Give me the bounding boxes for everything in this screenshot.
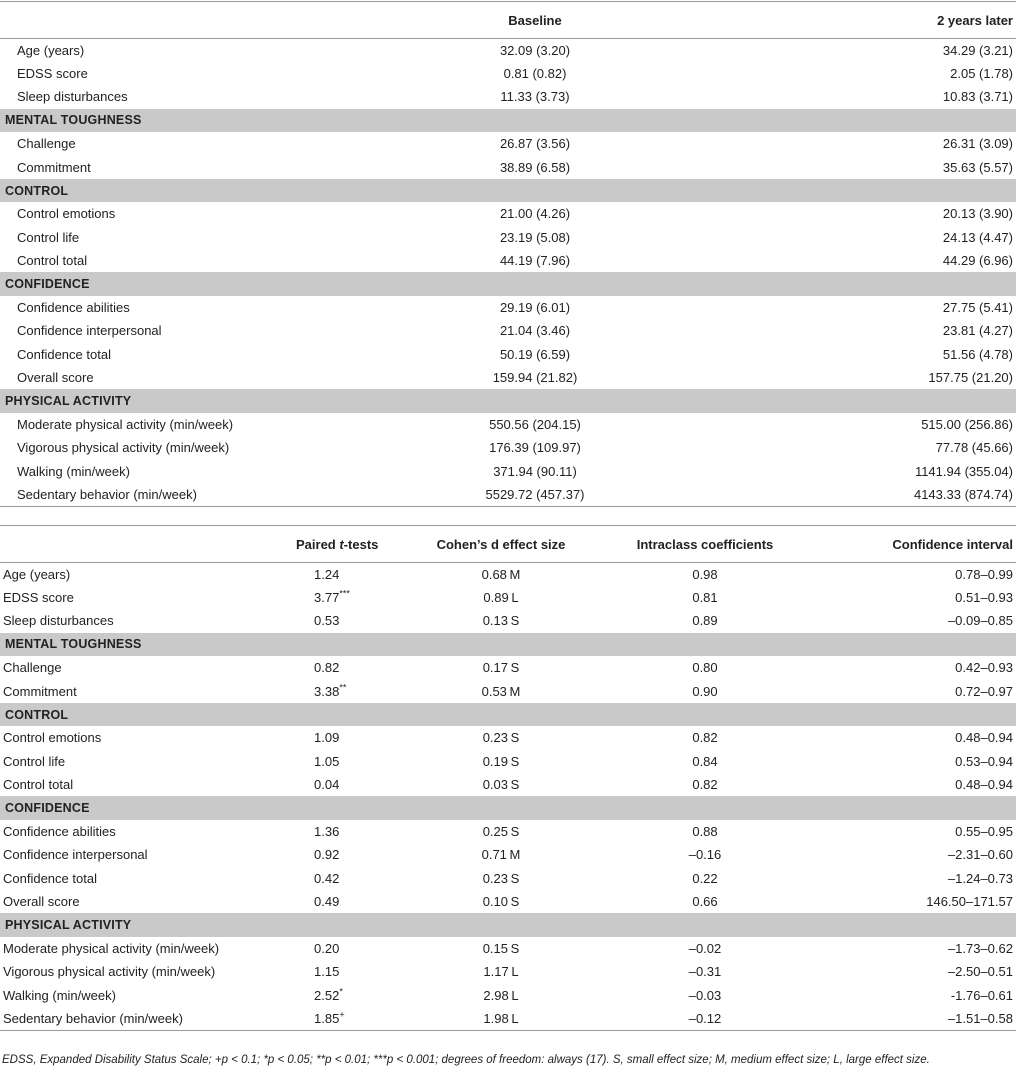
table2-header-label xyxy=(0,526,262,563)
effect-size-class: S xyxy=(510,870,520,886)
effect-size-number: 2.98 xyxy=(483,987,509,1003)
table-row xyxy=(0,249,1016,272)
table-row xyxy=(0,937,1016,960)
effect-size-class: S xyxy=(510,823,520,839)
table1-header-baseline: Baseline xyxy=(508,12,562,28)
cohens-d-value xyxy=(402,609,600,632)
icc-value: 0.81 xyxy=(692,590,718,606)
section-title: CONFIDENCE xyxy=(0,272,1016,295)
t-value xyxy=(262,960,402,983)
t-value xyxy=(262,750,402,773)
row-label: Challenge xyxy=(17,136,76,152)
row-label: Control emotions xyxy=(3,730,102,746)
row-label: Confidence interpersonal xyxy=(3,847,148,863)
effect-size-number: 0.10 xyxy=(482,894,509,910)
t-statistic: 1.05 xyxy=(314,753,340,769)
table-row xyxy=(0,820,1016,843)
table-row xyxy=(0,890,1016,913)
effect-size-number: 0.03 xyxy=(482,777,509,793)
cohens-d-value xyxy=(402,937,600,960)
row-label: Walking (min/week) xyxy=(17,463,130,479)
table-row xyxy=(0,1007,1016,1030)
effect-size-number: 0.53 xyxy=(481,683,507,699)
row-label: Age (years) xyxy=(17,42,85,58)
section-header-row xyxy=(0,179,1016,202)
table-row xyxy=(0,226,1016,249)
baseline-value: 11.33 (3.73) xyxy=(500,89,570,105)
cohens-d-value xyxy=(402,1007,600,1030)
effect-size-class: S xyxy=(510,730,520,746)
cohens-d-value xyxy=(402,773,600,796)
table-row xyxy=(0,460,1016,483)
effect-size-number: 0.23 xyxy=(482,870,509,886)
t-statistic: 0.82 xyxy=(314,660,340,676)
effect-size-class: M xyxy=(509,566,521,582)
baseline-value: 23.19 (5.08) xyxy=(499,229,571,245)
t-value xyxy=(262,820,402,843)
confidence-interval-value: -1.76–0.61 xyxy=(950,987,1013,1003)
table2-header-icc: Intraclass coefficients xyxy=(636,536,774,552)
table-row xyxy=(0,609,1016,632)
table-row xyxy=(0,62,1016,85)
t-statistic: 0.53 xyxy=(314,613,340,629)
icc-value: 0.22 xyxy=(692,870,718,886)
confidence-interval-value: –1.73–0.62 xyxy=(947,940,1013,956)
table-row xyxy=(0,85,1016,108)
row-label: Control life xyxy=(3,753,66,769)
table-row xyxy=(0,202,1016,225)
icc-value: –0.12 xyxy=(688,1010,722,1026)
t-value xyxy=(262,773,402,796)
later-value: 24.13 (4.47) xyxy=(942,229,1013,245)
section-header-row xyxy=(0,389,1016,412)
row-label: Commitment xyxy=(3,683,77,699)
icc-value: 0.82 xyxy=(692,730,718,746)
row-label: Moderate physical activity (min/week) xyxy=(17,416,234,432)
later-value: 10.83 (3.71) xyxy=(942,89,1013,105)
cohens-d-value xyxy=(402,890,600,913)
row-label: EDSS score xyxy=(3,590,74,606)
section-title: MENTAL TOUGHNESS xyxy=(0,109,1016,132)
significance-marker: *** xyxy=(339,588,350,599)
t-statistic: 0.04 xyxy=(314,777,340,793)
table2-header-ci: Confidence interval xyxy=(892,536,1013,552)
confidence-interval-value: 0.51–0.93 xyxy=(955,590,1013,606)
row-label: Moderate physical activity (min/week) xyxy=(3,940,220,956)
row-label: Control total xyxy=(3,777,74,793)
confidence-interval-value: 0.53–0.94 xyxy=(955,753,1013,769)
effect-size-number: 0.13 xyxy=(482,613,509,629)
effect-size-number: 0.15 xyxy=(482,940,509,956)
t-statistic: 1.36 xyxy=(314,823,340,839)
later-value: 23.81 (4.27) xyxy=(942,323,1013,339)
baseline-value: 32.09 (3.20) xyxy=(499,42,571,58)
t-statistic: 3.77 xyxy=(314,590,340,606)
cohens-d-value xyxy=(402,726,600,749)
table-row xyxy=(0,366,1016,389)
t-value xyxy=(262,937,402,960)
icc-value: 0.98 xyxy=(692,566,718,582)
table-row xyxy=(0,296,1016,319)
row-label: Sleep disturbances xyxy=(17,89,128,105)
section-header-row xyxy=(0,703,1016,726)
baseline-value: 0.81 (0.82) xyxy=(503,66,567,82)
icc-value: –0.31 xyxy=(688,964,722,980)
confidence-interval-value: 0.72–0.97 xyxy=(955,683,1013,699)
cohens-d-value xyxy=(402,563,600,586)
baseline-value: 21.04 (3.46) xyxy=(499,323,571,339)
t-value xyxy=(262,726,402,749)
cohens-d-value xyxy=(402,679,600,702)
confidence-interval-value: 146.50–171.57 xyxy=(926,894,1013,910)
t-value xyxy=(262,984,402,1007)
baseline-value: 371.94 (90.11) xyxy=(493,463,577,479)
significance-marker: * xyxy=(339,986,343,997)
section-header-row xyxy=(0,913,1016,936)
effect-size-class: S xyxy=(510,660,520,676)
table-row xyxy=(0,155,1016,178)
icc-value: 0.89 xyxy=(692,613,718,629)
baseline-value: 50.19 (6.59) xyxy=(499,346,571,362)
table-row xyxy=(0,773,1016,796)
confidence-interval-value: 0.48–0.94 xyxy=(955,730,1013,746)
t-statistic: 0.20 xyxy=(314,940,340,956)
row-label: Control emotions xyxy=(17,206,116,222)
row-label: Commitment xyxy=(17,159,91,175)
table1-header-later: 2 years later xyxy=(937,12,1013,28)
table-row xyxy=(0,750,1016,773)
t-value xyxy=(262,563,402,586)
significance-marker: ** xyxy=(339,682,347,693)
table-row xyxy=(0,319,1016,342)
section-header-row xyxy=(0,796,1016,819)
later-value: 51.56 (4.78) xyxy=(942,346,1013,362)
effect-size-number: 0.19 xyxy=(482,753,509,769)
t-value xyxy=(262,656,402,679)
t-statistic: 0.49 xyxy=(314,894,340,910)
row-label: Overall score xyxy=(3,894,80,910)
t-statistic: 3.38 xyxy=(314,683,340,699)
row-label: Confidence total xyxy=(3,870,97,886)
row-label: Control life xyxy=(17,229,80,245)
icc-value: –0.16 xyxy=(688,847,722,863)
effect-size-class: L xyxy=(511,964,519,980)
t-value xyxy=(262,679,402,702)
t-value xyxy=(262,609,402,632)
confidence-interval-value: –0.09–0.85 xyxy=(947,613,1013,629)
baseline-value: 550.56 (204.15) xyxy=(489,416,581,432)
row-label: Walking (min/week) xyxy=(3,987,116,1003)
effect-size-number: 0.89 xyxy=(483,590,509,606)
effect-size-number: 1.17 xyxy=(483,964,509,980)
icc-value: 0.66 xyxy=(692,894,718,910)
t-statistic: 0.42 xyxy=(314,870,340,886)
later-value: 26.31 (3.09) xyxy=(942,136,1013,152)
t-statistic: 2.52 xyxy=(314,987,340,1003)
icc-value: –0.02 xyxy=(688,940,722,956)
table2-header-cohens-d: Cohen’s d effect size xyxy=(436,536,566,552)
later-value: 77.78 (45.66) xyxy=(935,440,1013,456)
section-title: CONTROL xyxy=(0,179,1016,202)
t-value xyxy=(262,1007,402,1030)
row-label: EDSS score xyxy=(17,66,88,82)
table-row xyxy=(0,656,1016,679)
t-statistic: 1.09 xyxy=(314,730,340,746)
icc-value: 0.84 xyxy=(692,753,718,769)
baseline-value: 5529.72 (457.37) xyxy=(485,486,585,502)
table-row xyxy=(0,39,1016,62)
section-header-row xyxy=(0,109,1016,132)
confidence-interval-value: 0.78–0.99 xyxy=(955,566,1013,582)
effect-size-number: 0.71 xyxy=(481,847,507,863)
baseline-value: 29.19 (6.01) xyxy=(499,299,571,315)
effect-size-class: M xyxy=(509,683,521,699)
cohens-d-value xyxy=(402,867,600,890)
table-row xyxy=(0,960,1016,983)
confidence-interval-value: 0.42–0.93 xyxy=(955,660,1013,676)
icc-value: 0.80 xyxy=(692,660,718,676)
table2-header-paired-t: Paired t-tests xyxy=(296,536,379,552)
confidence-interval-value: –2.50–0.51 xyxy=(947,964,1013,980)
table1-header-row xyxy=(0,2,1016,39)
confidence-interval-value: –2.31–0.60 xyxy=(947,847,1013,863)
table2-body xyxy=(0,563,1016,1031)
cohens-d-value xyxy=(402,960,600,983)
table-row xyxy=(0,679,1016,702)
t-value xyxy=(262,890,402,913)
row-label: Confidence interpersonal xyxy=(17,323,162,339)
section-title: CONTROL xyxy=(0,703,1016,726)
cohens-d-value xyxy=(402,586,600,609)
cohens-d-value xyxy=(402,750,600,773)
confidence-interval-value: –1.51–0.58 xyxy=(947,1010,1013,1026)
row-label: Vigorous physical activity (min/week) xyxy=(3,964,216,980)
later-value: 44.29 (6.96) xyxy=(942,253,1013,269)
table1-header-label xyxy=(0,2,300,39)
effect-size-number: 1.98 xyxy=(483,1010,509,1026)
row-label: Sedentary behavior (min/week) xyxy=(3,1010,183,1026)
later-value: 27.75 (5.41) xyxy=(942,299,1013,315)
row-label: Vigorous physical activity (min/week) xyxy=(17,440,230,456)
icc-value: 0.90 xyxy=(692,683,718,699)
later-value: 4143.33 (874.74) xyxy=(913,486,1013,502)
icc-value: –0.03 xyxy=(688,987,722,1003)
cohens-d-value xyxy=(402,984,600,1007)
effect-size-number: 0.23 xyxy=(482,730,509,746)
significance-marker: + xyxy=(339,1009,345,1020)
effect-size-class: L xyxy=(511,987,519,1003)
later-value: 20.13 (3.90) xyxy=(942,206,1013,222)
table-row xyxy=(0,413,1016,436)
effect-size-class: S xyxy=(510,777,520,793)
cohens-d-value xyxy=(402,843,600,866)
baseline-value: 21.00 (4.26) xyxy=(499,206,571,222)
later-value: 35.63 (5.57) xyxy=(942,159,1013,175)
confidence-interval-value: 0.55–0.95 xyxy=(955,823,1013,839)
t-value xyxy=(262,867,402,890)
table-row xyxy=(0,483,1016,506)
t-statistic: 1.24 xyxy=(314,566,340,582)
row-label: Confidence abilities xyxy=(17,299,130,315)
effect-size-number: 0.68 xyxy=(481,566,507,582)
effect-size-class: S xyxy=(510,753,520,769)
baseline-value: 26.87 (3.56) xyxy=(499,136,571,152)
section-title: CONFIDENCE xyxy=(0,796,1016,819)
confidence-interval-value: –1.24–0.73 xyxy=(947,870,1013,886)
section-title: MENTAL TOUGHNESS xyxy=(0,633,1016,656)
cohens-d-value xyxy=(402,820,600,843)
t-value xyxy=(262,586,402,609)
later-value: 34.29 (3.21) xyxy=(942,42,1013,58)
t-statistic: 0.92 xyxy=(314,847,340,863)
row-label: Confidence abilities xyxy=(3,823,116,839)
table-row xyxy=(0,843,1016,866)
effect-size-class: S xyxy=(510,940,520,956)
effect-size-class: L xyxy=(511,1010,519,1026)
table-row xyxy=(0,726,1016,749)
table-row xyxy=(0,563,1016,586)
effect-size-class: S xyxy=(510,894,520,910)
table-row xyxy=(0,343,1016,366)
icc-value: 0.82 xyxy=(692,777,718,793)
baseline-value: 176.39 (109.97) xyxy=(489,440,581,456)
effect-size-class: L xyxy=(511,590,519,606)
row-label: Sleep disturbances xyxy=(3,613,114,629)
baseline-value: 44.19 (7.96) xyxy=(499,253,571,269)
statistical-tests-table xyxy=(0,525,1016,1031)
row-label: Challenge xyxy=(3,660,62,676)
descriptive-statistics-table xyxy=(0,1,1016,507)
baseline-value: 38.89 (6.58) xyxy=(499,159,571,175)
section-header-row xyxy=(0,633,1016,656)
cohens-d-value xyxy=(402,656,600,679)
table-row xyxy=(0,867,1016,890)
table2-header-row xyxy=(0,526,1016,563)
row-label: Sedentary behavior (min/week) xyxy=(17,486,197,502)
effect-size-number: 0.17 xyxy=(482,660,509,676)
later-value: 2.05 (1.78) xyxy=(950,66,1013,82)
later-value: 1141.94 (355.04) xyxy=(914,463,1013,479)
t-statistic: 1.85 xyxy=(314,1010,340,1026)
row-label: Age (years) xyxy=(3,566,71,582)
table-row xyxy=(0,984,1016,1007)
baseline-value: 159.94 (21.82) xyxy=(492,370,578,386)
table-row xyxy=(0,586,1016,609)
table-row xyxy=(0,132,1016,155)
table-footnote: EDSS, Expanded Disability Status Scale; +p < 0.1; *p < 0.05; **p < 0.01; ***p < 0.001; degrees of freedom: always (17). S, small effect size; M, medium effect size; L, large effect size. xyxy=(2,1054,930,1066)
table-row xyxy=(0,436,1016,459)
later-value: 157.75 (21.20) xyxy=(928,370,1013,386)
t-value xyxy=(262,843,402,866)
effect-size-class: S xyxy=(510,613,520,629)
row-label: Control total xyxy=(17,253,88,269)
effect-size-class: M xyxy=(509,847,521,863)
row-label: Overall score xyxy=(17,370,94,386)
later-value: 515.00 (256.86) xyxy=(921,416,1013,432)
section-title: PHYSICAL ACTIVITY xyxy=(0,913,1016,936)
confidence-interval-value: 0.48–0.94 xyxy=(955,777,1013,793)
section-title: PHYSICAL ACTIVITY xyxy=(0,389,1016,412)
effect-size-number: 0.25 xyxy=(482,823,509,839)
icc-value: 0.88 xyxy=(692,823,718,839)
table1-body xyxy=(0,39,1016,507)
section-header-row xyxy=(0,272,1016,295)
t-statistic: 1.15 xyxy=(314,964,340,980)
row-label: Confidence total xyxy=(17,346,111,362)
